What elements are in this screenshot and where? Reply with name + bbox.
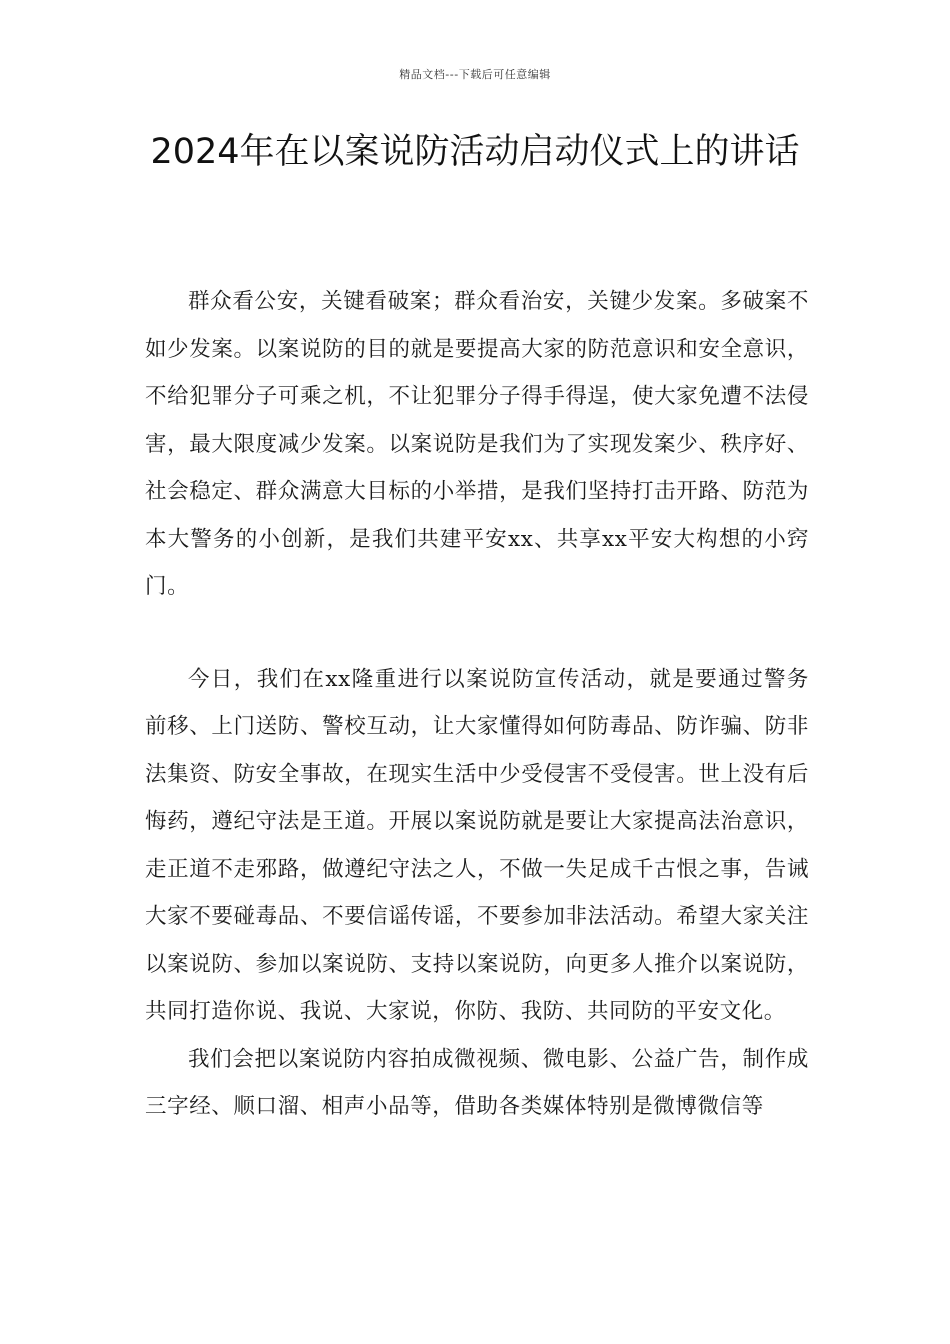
paragraph-1: 群众看公安，关键看破案；群众看治安，关键少发案。多破案不如少发案。以案说防的目的就是要提高大家的防范意识和安全意识，不给犯罪分子可乘之机，不让犯罪分子得手得逞，使大家免遭不法侵害，最大限度减少发案。以案说防是我们为了实现发案少、秩序好、社会稳定、群众满意大目标的小举措，是我们坚持打击开路、防范为本大警务的小创新，是我们共建平安xx、共享xx平安大构想的小窍门。	[145, 289, 809, 599]
paragraph-3: 我们会把以案说防内容拍成微视频、微电影、公益广告，制作成三字经、顺口溜、相声小品等，借助各类媒体特别是微博微信等	[145, 1046, 809, 1119]
paragraph-2: 今日，我们在xx隆重进行以案说防宣传活动，就是要通过警务前移、上门送防、警校互动，让大家懂得如何防毒品、防诈骗、防非法集资、防安全事故，在现实生活中少受侵害不受侵害。世上没有后悔药，遵纪守法是王道。开展以案说防就是要让大家提高法治意识，走正道不走邪路，做遵纪守法之人，不做一失足成千古恨之事，告诫大家不要碰毒品、不要信谣传谣，不要参加非法活动。希望大家关注以案说防、参加以案说防、支持以案说防，向更多人推介以案说防，共同打造你说、我说、大家说，你防、我防、共同防的平安文化。	[145, 666, 809, 1024]
document-title: 2024年在以案说防活动启动仪式上的讲话	[150, 132, 800, 172]
document-body	[145, 278, 809, 1131]
header-note: 精品文档---下载后可任意编辑	[399, 68, 551, 81]
